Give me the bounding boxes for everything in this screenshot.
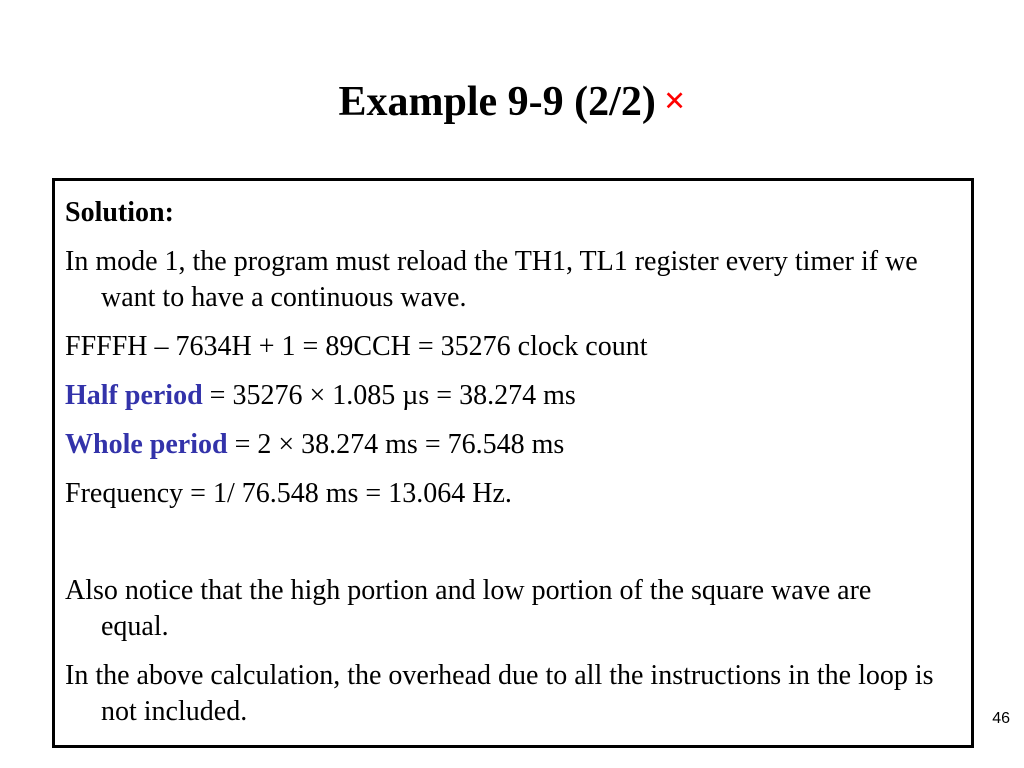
overhead-paragraph: In the above calculation, the overhead due to all the instructions in the loop is not included. bbox=[65, 660, 934, 727]
slide-title bbox=[0, 74, 1024, 131]
title-text: Example 9-9 (2/2) bbox=[338, 79, 656, 125]
half-period-value: = 35276 × 1.085 µs = 38.274 ms bbox=[202, 380, 576, 411]
solution-heading: Solution: bbox=[65, 197, 174, 228]
blank-line bbox=[65, 525, 941, 573]
notice-paragraph: Also notice that the high portion and low portion of the square wave are equal. bbox=[65, 575, 872, 642]
whole-period-label: Whole period bbox=[65, 429, 228, 460]
whole-period-paragraph bbox=[65, 427, 941, 463]
clock-count-paragraph: FFFFH – 7634H + 1 = 89CCH = 35276 clock count bbox=[65, 331, 648, 362]
half-period-label: Half period bbox=[65, 380, 203, 411]
close-mark-icon: × bbox=[663, 80, 686, 122]
mode-reload-paragraph: In mode 1, the program must reload the TH1, TL1 register every timer if we want to have a continuous wave. bbox=[65, 246, 918, 313]
page-number: 46 bbox=[992, 710, 1010, 727]
half-period-paragraph bbox=[65, 378, 941, 414]
solution-box bbox=[52, 178, 974, 748]
whole-period-value: = 2 × 38.274 ms = 76.548 ms bbox=[227, 429, 565, 460]
frequency-paragraph: Frequency = 1/ 76.548 ms = 13.064 Hz. bbox=[65, 478, 512, 509]
